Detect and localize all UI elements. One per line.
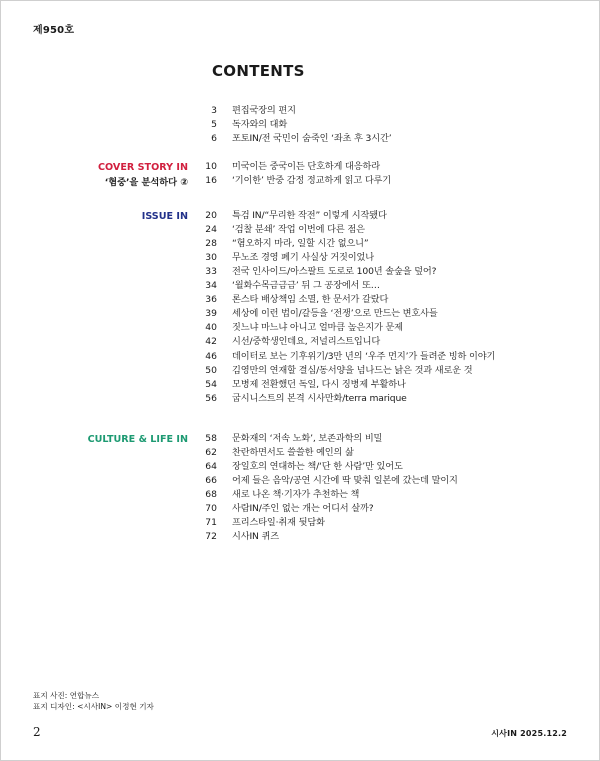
toc-page-number: 70 — [205, 503, 217, 515]
section-label: COVER STORY IN — [97, 161, 188, 173]
toc-page-number: 5 — [211, 119, 217, 131]
toc-entry — [200, 209, 580, 223]
toc-entry — [200, 392, 580, 406]
toc-page-number: 10 — [205, 161, 217, 172]
toc-entry — [200, 364, 580, 378]
footer-publication: 시사IN 2025.12.2 — [491, 729, 567, 738]
toc-entry — [200, 160, 580, 174]
toc-title: 세상에 이런 법이/갈등을 ‘전쟁’으로 만드는 변호사들 — [232, 308, 438, 320]
page-folio: 2 — [33, 725, 41, 739]
toc-page-number: 56 — [205, 392, 217, 404]
toc-entry — [200, 132, 580, 146]
toc-title: ‘검찰 분쇄’ 작업 이번에 다른 점은 — [232, 224, 365, 236]
section-label: CULTURE & LIFE IN — [87, 433, 188, 445]
toc-title: 미국이든 중국이든 단호하게 대응하라 — [232, 161, 380, 172]
contents-title: CONTENTS — [212, 62, 305, 80]
toc-page-number: 46 — [205, 350, 217, 362]
toc-title: 론스타 배상책임 소멸, 한 문서가 갈랐다 — [232, 294, 389, 306]
toc-entry — [200, 432, 580, 446]
toc-title: 무노조 경영 폐기 사실상 거짓이었나 — [232, 252, 374, 264]
toc-title: ‘기이한’ 반중 감정 정교하게 읽고 다루기 — [232, 175, 391, 187]
toc-title: 편집국장의 편지 — [232, 105, 296, 116]
toc-entry — [200, 350, 580, 364]
toc-title: 독자와의 대화 — [232, 119, 288, 131]
toc-page-number: 72 — [205, 531, 217, 543]
toc-page-number: 33 — [205, 266, 217, 278]
toc-page-number: 6 — [211, 133, 217, 145]
toc-entry — [200, 279, 580, 293]
section-sub-label: ‘혐중’을 분석하다 ② — [104, 176, 188, 188]
toc-page-number: 36 — [205, 294, 217, 306]
toc-page-number: 71 — [205, 517, 217, 529]
toc-page-number: 28 — [205, 238, 217, 250]
toc-entry — [200, 174, 580, 188]
toc-page-number: 24 — [205, 224, 217, 236]
toc-entry — [200, 104, 580, 118]
toc-page-number: 34 — [205, 280, 217, 292]
toc-page-number: 3 — [211, 105, 217, 116]
toc-page-number: 20 — [205, 210, 217, 221]
toc-page-number: 16 — [205, 175, 217, 187]
toc-title: 포토IN/전 국민이 숨죽인 ‘좌초 후 3시간’ — [232, 133, 392, 145]
toc-title: 새로 나온 책·기자가 추천하는 책 — [232, 489, 360, 501]
toc-title: 어제 들은 음악/공연 시간에 딱 맞춰 일본에 갔는데 말이지 — [232, 475, 458, 487]
toc-title: 짓느냐 마느냐 아니고 얼마큼 높은지가 문제 — [232, 322, 403, 334]
toc-title: ‘월화수목금금금’ 뒤 그 공장에서 또… — [232, 280, 380, 292]
toc-title: 특검 IN/“무리한 작전” 이렇게 시작됐다 — [232, 210, 387, 221]
issue-number: 제950호 — [33, 25, 75, 36]
toc-page-number: 40 — [205, 322, 217, 334]
toc-title: 굽시니스트의 본격 시사만화/terra marique — [232, 392, 407, 404]
cover-design-credit: 표지 디자인: <시사IN> 이정현 기자 — [33, 702, 154, 711]
toc-entry — [200, 335, 580, 349]
toc-page-number: 68 — [205, 489, 217, 501]
toc-title: 시선/중학생인데요, 저널리스트입니다 — [232, 336, 381, 348]
toc-title: “혐오하지 마라, 일할 시간 없으니” — [232, 238, 369, 250]
toc-title: 프리스타일·취재 뒷담화 — [232, 517, 325, 529]
toc-title: 데이터로 보는 기후위기/3만 년의 ‘우주 먼지’가 들려준 빙하 이야기 — [232, 350, 496, 362]
toc-page-number: 50 — [205, 364, 217, 376]
toc-title: 전국 인사이드/아스팔트 도로로 100년 솔숲을 덮어? — [232, 266, 437, 278]
toc-page-number: 58 — [205, 433, 217, 444]
toc-page-number: 42 — [205, 336, 217, 348]
toc-title: 찬란하면서도 쓸쓸한 예인의 삶 — [232, 447, 354, 459]
toc-page-number: 66 — [205, 475, 217, 487]
toc-title: 사람IN/주인 없는 개는 어디서 살까? — [232, 503, 374, 515]
toc-title: 시사IN 퀴즈 — [232, 531, 279, 543]
toc-page-number: 39 — [205, 308, 217, 320]
toc-page-number: 62 — [205, 447, 217, 459]
toc-entry — [200, 474, 580, 488]
toc-entry — [200, 223, 580, 237]
toc-entry — [200, 265, 580, 279]
toc-title: 장일호의 연대하는 책/‘단 한 사람’만 있어도 — [232, 461, 403, 473]
toc-title: 김영만의 연재할 결심/동서양을 넘나드는 낡은 것과 새로운 것 — [232, 364, 473, 376]
toc-entry — [200, 446, 580, 460]
toc-entry — [200, 502, 580, 516]
toc-entry — [200, 321, 580, 335]
toc-page-number: 30 — [205, 252, 217, 264]
toc-entry — [200, 530, 580, 544]
toc-entry — [200, 118, 580, 132]
toc-page-number: 64 — [205, 461, 217, 473]
toc-entry — [200, 237, 580, 251]
toc-entry — [200, 293, 580, 307]
credits — [33, 690, 154, 712]
toc-entry — [200, 251, 580, 265]
toc-entry — [200, 488, 580, 502]
toc-entry — [200, 516, 580, 530]
section-label: ISSUE IN — [141, 210, 188, 222]
toc-title: 문화재의 ‘저속 노화’, 보존과학의 비밀 — [232, 433, 383, 444]
toc-entry — [200, 460, 580, 474]
toc-title: 모병제 전환했던 독일, 다시 징병제 부활하나 — [232, 378, 406, 390]
cover-photo-credit: 표지 사진: 연합뉴스 — [33, 691, 100, 700]
toc-entry — [200, 307, 580, 321]
toc-entry — [200, 378, 580, 392]
toc-page-number: 54 — [205, 378, 217, 390]
